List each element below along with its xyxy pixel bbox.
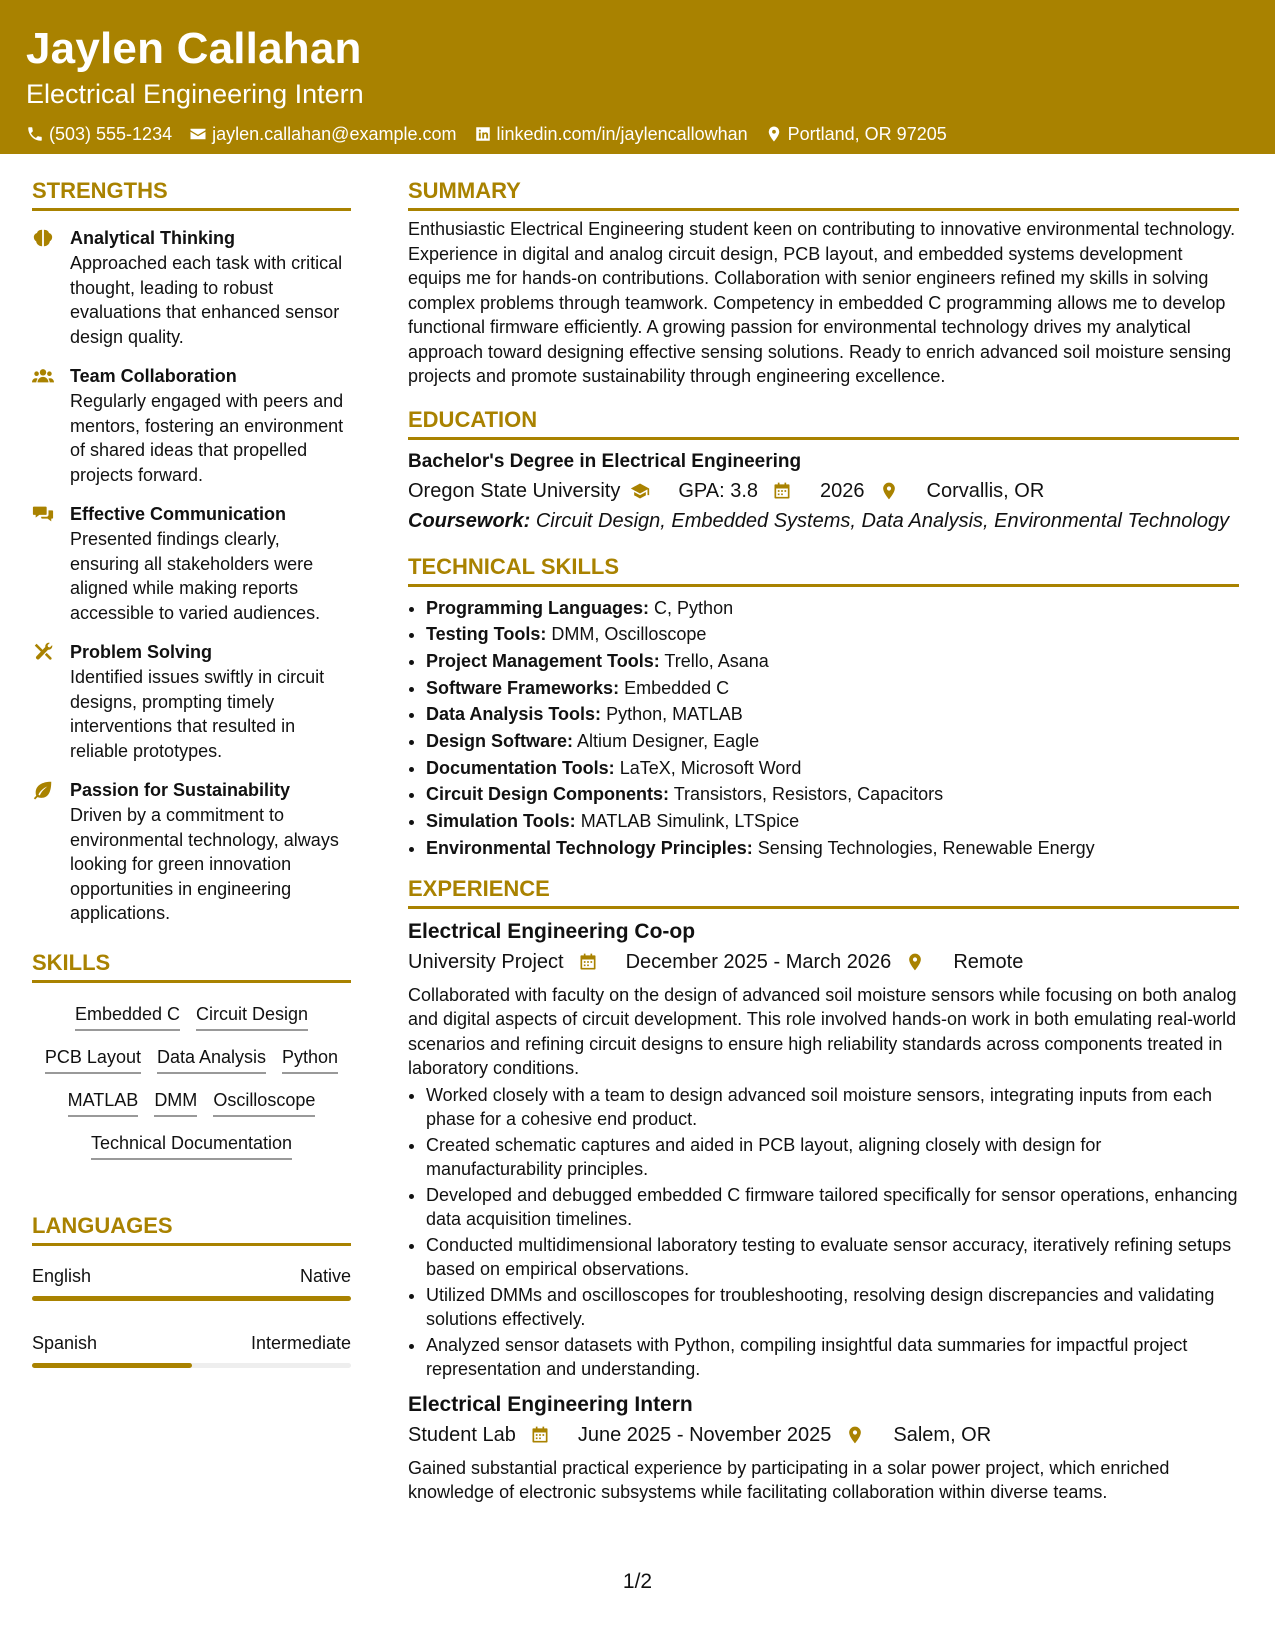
- skill-label: Documentation Tools:: [426, 757, 615, 778]
- contact-linkedin[interactable]: [474, 122, 748, 146]
- school-location: Corvallis, OR: [926, 479, 1045, 502]
- coursework-label: Coursework:: [408, 509, 531, 532]
- list-item: [426, 648, 1239, 675]
- brain-icon: [32, 227, 54, 249]
- skill-label: Environmental Technology Principles:: [426, 837, 753, 858]
- list-item: [426, 621, 1239, 648]
- strength-title: Passion for Sustainability: [70, 780, 291, 800]
- summary-text: Enthusiastic Electrical Engineering student keen on contributing to innovative environmental technology. Experience in digital and analog circuit design, PCB layout, and embedded systems development equips me for hands-on contributions. Collaboration with senior engineers refined my skills in solving complex problems through teamwork. Competency in embedded C programming allows me to develop functional firmware efficiently. A growing passion for environmental technology drives my analytical approach toward designing effective sensing solutions. Ready to enrich advanced soil moisture sensing projects and promote sustainability through engineering excellence.: [408, 219, 1236, 386]
- envelope-icon: [189, 125, 207, 143]
- education-meta: [408, 476, 1239, 506]
- comments-icon: [32, 503, 54, 525]
- users-icon: [32, 365, 54, 387]
- skill-value: DMM, Oscilloscope: [551, 624, 707, 645]
- list-item: [426, 755, 1239, 782]
- linkedin-icon: [474, 125, 492, 143]
- list-item: [426, 595, 1239, 622]
- gpa: [678, 476, 806, 506]
- language-item: [32, 1264, 351, 1301]
- strength-desc: Identified issues swiftly in circuit designs, prompting timely interventions that resulted in reliable prototypes.: [70, 667, 325, 761]
- list-item: [426, 701, 1239, 728]
- strength-desc: Driven by a commitment to environmental technology, always looking for green innovation opportunities in engineering applications.: [70, 805, 339, 923]
- school-name: [408, 476, 664, 506]
- job-meta: [408, 947, 1239, 977]
- dates-text: June 2025 - November 2025: [577, 1423, 832, 1446]
- skill-tag: DMM: [154, 1088, 197, 1117]
- phone-text: (503) 555-1234: [49, 124, 173, 144]
- map-pin-icon: [765, 125, 783, 143]
- list-item: [426, 675, 1239, 702]
- linkedin-text[interactable]: linkedin.com/in/jaylencallowhan: [496, 124, 748, 144]
- job-dates: [578, 1420, 880, 1450]
- language-name: English: [32, 1265, 92, 1286]
- job-org: [408, 947, 612, 977]
- left-column: [32, 176, 351, 1368]
- skill-label: Programming Languages:: [426, 597, 650, 618]
- list-item: [426, 808, 1239, 835]
- coursework-text: Circuit Design, Embedded Systems, Data Analysis, Environmental Technology: [535, 509, 1230, 532]
- email-text[interactable]: jaylen.callahan@example.com: [212, 124, 457, 144]
- experience-entry: [408, 917, 1239, 1382]
- skill-label: Software Frameworks:: [426, 677, 620, 698]
- org-text: University Project: [408, 950, 564, 973]
- grad-year: [820, 476, 913, 506]
- skill-value: MATLAB Simulink, LTSpice: [580, 811, 800, 832]
- list-item: • Analyzed sensor datasets with Python, compiling insightful data summaries for impactful project representation and understanding.: [426, 1333, 1239, 1382]
- contact-location: [765, 122, 947, 146]
- strength-title: Team Collaboration: [70, 366, 237, 386]
- year-text: 2026: [820, 479, 865, 502]
- school-text: Oregon State University: [408, 479, 621, 502]
- strengths-list: [32, 225, 351, 926]
- skill-label: Testing Tools:: [426, 624, 547, 645]
- skill-value: Transistors, Resistors, Capacitors: [673, 784, 944, 805]
- list-item: • Conducted multidimensional laboratory testing to evaluate sensor accuracy, iteratively refining setups based on empirical observations.: [426, 1233, 1239, 1282]
- skill-tag: Data Analysis: [157, 1045, 266, 1074]
- calendar-icon: [772, 481, 792, 501]
- job-title: Electrical Engineering Co-op: [408, 919, 696, 943]
- graduation-cap-icon: [630, 481, 650, 501]
- degree-title: Bachelor's Degree in Electrical Engineering: [408, 450, 802, 472]
- skills-heading: SKILLS: [32, 948, 351, 983]
- gpa-text: GPA: 3.8: [678, 479, 758, 502]
- org-text: Student Lab: [408, 1423, 516, 1446]
- skill-tag: MATLAB: [68, 1088, 139, 1117]
- job-title: Electrical Engineering Intern: [408, 1392, 693, 1416]
- experience-heading: EXPERIENCE: [408, 874, 1239, 909]
- strength-title: Problem Solving: [70, 642, 213, 662]
- page-number: 1/2: [622, 1570, 653, 1593]
- strength-item: [32, 225, 351, 349]
- skill-value: Altium Designer, Eagle: [577, 731, 760, 752]
- strength-desc: Presented findings clearly, ensuring all stakeholders were aligned while making reports accessible to varied audiences.: [70, 529, 321, 623]
- list-item: • Developed and debugged embedded C firmware tailored specifically for sensor operations, enhancing data acquisition timelines.: [426, 1183, 1239, 1232]
- skills-tags: [32, 995, 351, 1167]
- map-pin-icon: [845, 1425, 865, 1445]
- strength-item: [32, 501, 351, 625]
- list-item: [426, 835, 1239, 862]
- skill-value: Embedded C: [624, 677, 730, 698]
- summary-heading: SUMMARY: [408, 176, 1239, 211]
- skill-value: Trello, Asana: [664, 650, 769, 671]
- language-name: Spanish: [32, 1332, 98, 1353]
- contact-bar: [26, 122, 1249, 146]
- contact-phone: [26, 122, 172, 146]
- contact-email[interactable]: [189, 122, 456, 146]
- language-level: Native: [299, 1265, 351, 1286]
- location-text: Portland, OR 97205: [787, 124, 947, 144]
- resume-header: [0, 0, 1275, 154]
- skill-label: Circuit Design Components:: [426, 784, 670, 805]
- candidate-title: Electrical Engineering Intern: [26, 79, 364, 109]
- skill-value: Python, MATLAB: [606, 704, 743, 725]
- skill-value: LaTeX, Microsoft Word: [619, 757, 802, 778]
- strength-item: [32, 639, 351, 763]
- right-column: [408, 176, 1239, 1505]
- strength-item: [32, 363, 351, 487]
- proficiency-bar: [32, 1296, 351, 1301]
- job-location: Salem, OR: [893, 1423, 992, 1446]
- experience-entry: [408, 1390, 1239, 1505]
- skill-label: Simulation Tools:: [426, 811, 576, 832]
- strength-desc: Approached each task with critical thought, leading to robust evaluations that enhanced sensor design quality.: [70, 253, 343, 347]
- skill-tag: Circuit Design: [196, 1002, 308, 1031]
- coursework: [408, 506, 1239, 536]
- job-dates: [626, 947, 940, 977]
- map-pin-icon: [905, 952, 925, 972]
- languages-heading: LANGUAGES: [32, 1211, 351, 1246]
- skill-tag: Technical Documentation: [91, 1131, 292, 1160]
- job-description: Gained substantial practical experience by participating in a solar power project, which enriched knowledge of electronic subsystems while facilitating collaboration within diverse teams.: [408, 1457, 1170, 1503]
- list-item: • Created schematic captures and aided in PCB layout, aligning closely with design for manufacturability principles.: [426, 1133, 1239, 1182]
- job-meta: [408, 1420, 1239, 1450]
- strength-item: [32, 777, 351, 926]
- proficiency-fill: [32, 1363, 192, 1368]
- skill-tag: PCB Layout: [45, 1045, 141, 1074]
- skill-value: C, Python: [654, 597, 734, 618]
- skill-tag: Embedded C: [75, 1002, 180, 1031]
- technical-skills-heading: TECHNICAL SKILLS: [408, 552, 1239, 587]
- strength-desc: Regularly engaged with peers and mentors, fostering an environment of shared ideas that propelled projects forward.: [70, 391, 344, 485]
- leaf-icon: [32, 779, 54, 801]
- strengths-heading: STRENGTHS: [32, 176, 351, 211]
- language-level: Intermediate: [250, 1332, 351, 1353]
- technical-skills-list: [408, 595, 1239, 862]
- job-org: [408, 1420, 564, 1450]
- job-description: Collaborated with faculty on the design of advanced soil moisture sensors while focusing on both analog and digital aspects of circuit development. This role involved hands-on work in both emulating real-world scenarios and refining circuit designs to ensure high reliability standards across components treated in laboratory conditions.: [408, 984, 1237, 1079]
- list-item: [426, 728, 1239, 755]
- education-heading: EDUCATION: [408, 405, 1239, 440]
- job-location: Remote: [953, 950, 1024, 973]
- proficiency-fill: [32, 1296, 351, 1301]
- strength-title: Analytical Thinking: [70, 228, 236, 248]
- job-bullets: [408, 1083, 1239, 1382]
- skill-tag: Oscilloscope: [213, 1088, 315, 1117]
- skill-label: Project Management Tools:: [426, 650, 660, 671]
- tools-icon: [32, 641, 54, 663]
- skill-label: Design Software:: [426, 731, 574, 752]
- calendar-icon: [530, 1425, 550, 1445]
- language-item: [32, 1331, 351, 1368]
- strength-title: Effective Communication: [70, 504, 287, 524]
- proficiency-bar: [32, 1363, 351, 1368]
- skill-value: Sensing Technologies, Renewable Energy: [757, 837, 1095, 858]
- map-pin-icon: [879, 481, 899, 501]
- list-item: • Worked closely with a team to design advanced soil moisture sensors, integrating inputs from each phase for a cohesive end product.: [426, 1083, 1239, 1132]
- skill-label: Data Analysis Tools:: [426, 704, 602, 725]
- phone-icon: [26, 125, 44, 143]
- list-item: [426, 781, 1239, 808]
- candidate-name: Jaylen Callahan: [26, 24, 362, 73]
- calendar-icon: [578, 952, 598, 972]
- dates-text: December 2025 - March 2026: [625, 950, 892, 973]
- skill-tag: Python: [282, 1045, 338, 1074]
- list-item: • Utilized DMMs and oscilloscopes for troubleshooting, resolving design discrepancies and validating solutions effectively.: [426, 1283, 1239, 1332]
